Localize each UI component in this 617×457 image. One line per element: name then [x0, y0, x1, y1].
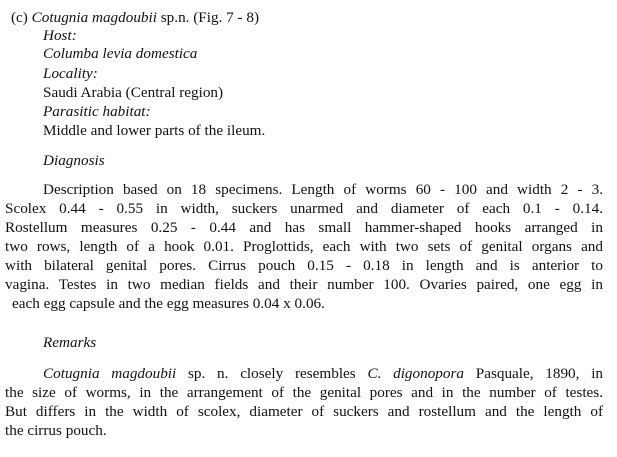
remarks-text: Pasquale, 1890, in: [475, 365, 604, 382]
diagnosis-line: Scolex 0.44 - 0.55 in width, suckers unarmed and diameter of each 0.1 - 0.14.: [5, 200, 603, 217]
host-label: Host:: [43, 27, 77, 44]
habitat-value: Middle and lower parts of the ileum.: [43, 122, 266, 139]
diagnosis-heading: Diagnosis: [43, 152, 105, 169]
diagnosis-line: vagina. Testes in two median fields and their number 100. Ovaries paired, one egg in: [5, 276, 603, 293]
diagnosis-line: two rows, length of a hook 0.01. Proglottids, each with two sets of genital organs and: [5, 238, 603, 255]
species-name: Cotugnia magdoubii: [31, 9, 157, 26]
remarks-heading: Remarks: [43, 334, 97, 351]
diagnosis-line: Rostellum measures 0.25 - 0.44 and has small hammer-shaped hooks arranged in: [5, 219, 603, 236]
diagnosis-line: with bilateral genital pores. Cirrus pouch 0.15 - 0.18 in length and is anterior to: [5, 257, 603, 274]
locality-value: Saudi Arabia (Central region): [43, 84, 224, 101]
remarks-line: But differs in the width of scolex, diameter of suckers and rostellum and the length of: [5, 403, 603, 420]
diagnosis-line: Description based on 18 specimens. Length of worms 60 - 100 and width 2 - 3.: [43, 181, 603, 198]
species-entry-title: [11, 9, 259, 27]
remarks-species-name: Cotugnia magdoubii: [43, 365, 177, 382]
compared-species-name: C. digonopora: [367, 365, 464, 382]
remarks-text: sp. n. closely resembles: [188, 365, 356, 382]
diagnosis-line: each egg capsule and the egg measures 0.04 x 0.06.: [12, 295, 325, 312]
entry-prefix: (c): [11, 9, 28, 26]
host-value: Columba levia domestica: [43, 45, 198, 62]
species-suffix: sp.n. (Fig. 7 - 8): [160, 9, 260, 26]
remarks-first-line: [43, 365, 603, 383]
remarks-line: the cirrus pouch.: [5, 422, 107, 439]
locality-label: Locality:: [43, 65, 98, 82]
remarks-line: the size of worms, in the arrangement of the genital pores and in the number of testes.: [5, 384, 603, 401]
habitat-label: Parasitic habitat:: [43, 103, 151, 120]
